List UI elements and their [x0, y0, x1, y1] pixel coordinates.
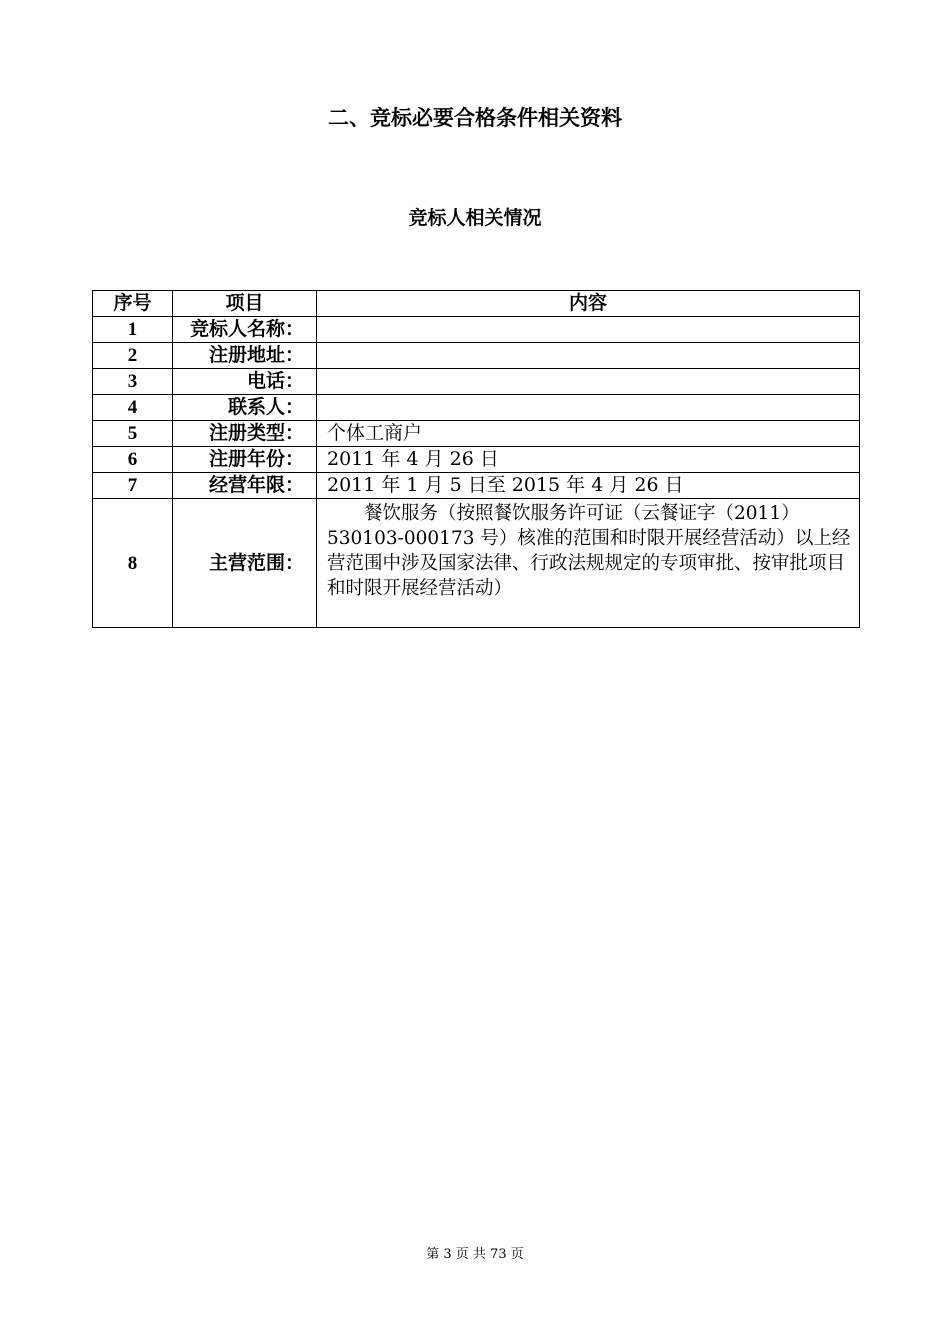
row-item: 注册地址： [173, 343, 317, 369]
page-footer: 第 3 页 共 73 页 [426, 1247, 524, 1262]
row-item: 经营年限： [173, 473, 317, 499]
row-no: 4 [93, 395, 173, 421]
row-value [317, 369, 860, 395]
table-row [93, 369, 860, 395]
row-value [317, 395, 860, 421]
row-value [317, 317, 860, 343]
bidder-info-table [92, 290, 860, 628]
row-item: 注册类型： [173, 421, 317, 447]
row-no: 1 [93, 317, 173, 343]
section-title: 竞标人相关情况 [408, 207, 542, 229]
table-row [93, 447, 860, 473]
table-row [93, 317, 860, 343]
row-value: 2011 年 1 月 5 日至 2015 年 4 月 26 日 [317, 473, 860, 499]
page-title: 二、竞标必要合格条件相关资料 [328, 106, 622, 130]
row-no: 8 [93, 499, 173, 628]
table-row [93, 499, 860, 628]
row-no: 5 [93, 421, 173, 447]
table-row [93, 473, 860, 499]
row-item: 电话： [173, 369, 317, 395]
row-item: 主营范围： [173, 499, 317, 628]
row-no: 2 [93, 343, 173, 369]
business-scope-text: 餐饮服务（按照餐饮服务许可证（云餐证字（2011）530103-000173 号）核准的范围和时限开展经营活动）以上经营范围中涉及国家法律、行政法规规定的专项审批、按审批项目和时限开展经营活动） [327, 503, 851, 599]
row-item: 联系人： [173, 395, 317, 421]
header-content: 内容 [317, 291, 860, 317]
row-value [317, 499, 860, 628]
row-value [317, 343, 860, 369]
row-item: 竞标人名称： [173, 317, 317, 343]
row-value: 2011 年 4 月 26 日 [317, 447, 860, 473]
table-row [93, 395, 860, 421]
row-item: 注册年份： [173, 447, 317, 473]
row-value: 个体工商户 [317, 421, 860, 447]
row-no: 6 [93, 447, 173, 473]
table-row [93, 421, 860, 447]
table-row [93, 343, 860, 369]
header-no: 序号 [93, 291, 173, 317]
row-no: 7 [93, 473, 173, 499]
row-no: 3 [93, 369, 173, 395]
table-header-row [93, 291, 860, 317]
header-item: 项目 [173, 291, 317, 317]
